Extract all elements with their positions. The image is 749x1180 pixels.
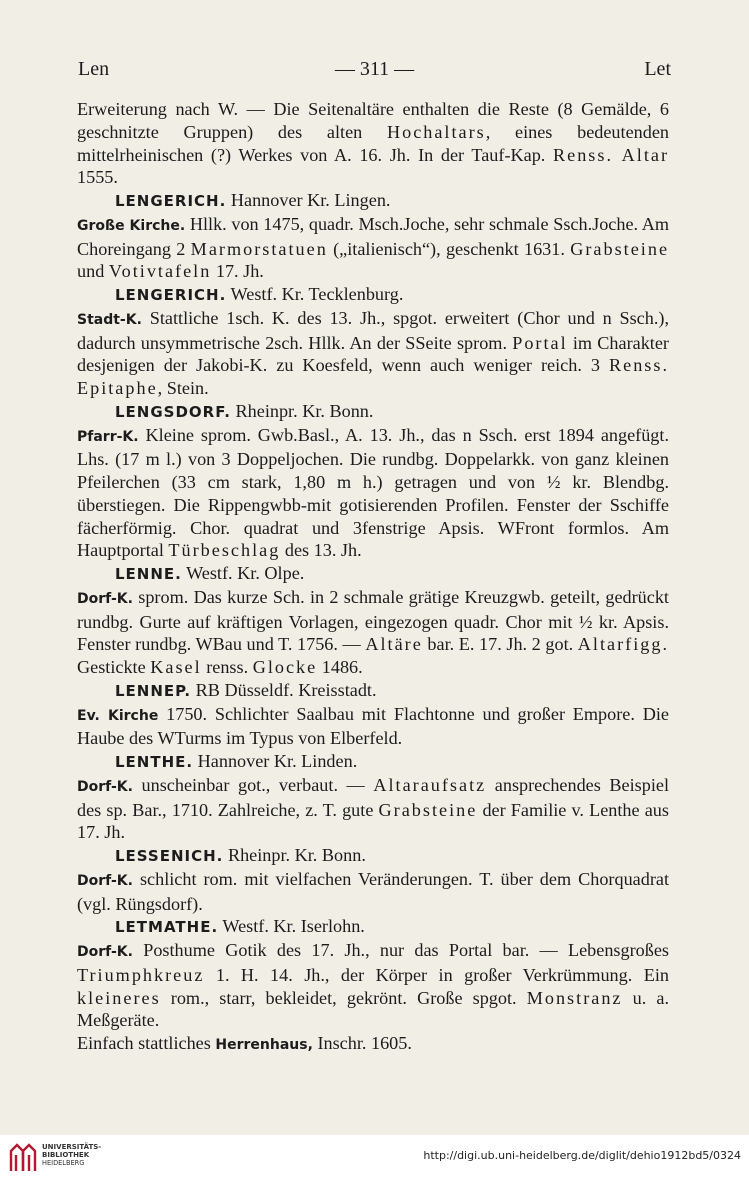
closing-line: Einfach stattliches Herrenhaus, Inschr. 1605. [77,1033,412,1053]
page-number: — 311 — [334,58,415,80]
entry-heading [77,679,669,703]
building-label: Stadt-K. [77,311,142,328]
continuation-paragraph: Erweiterung nach W. — Die Seitenaltäre enthalten die Reste (8 Gemälde, 6 geschnitzte Gruppen) des alten Hochaltars, eines bedeutenden mittelrheinischen (?) Werkes von A. 16. Jh. In der Tauf-Kap. Renss. Altar 1555. [77,99,670,188]
building-label: Pfarr-K. [77,428,139,445]
place-location: Rheinpr. Kr. Bonn. [227,845,366,865]
entry-heading [77,915,669,939]
place-name: LETMATHE. [115,918,219,937]
place-location: Rheinpr. Kr. Bonn. [235,400,374,421]
building-label: Dorf-K. [77,778,133,795]
entry-description: Dorf-K. schlicht rom. mit vielfachen Veränderungen. T. über dem Chorquadrat (vgl. Rüngsdorf). [77,868,670,914]
page-body [77,98,669,1057]
entry-description: Pfarr-K. Kleine sprom. Gwb.Basl., A. 13. Jh., das n Ssch. erst 1894 angefügt. Lhs. (17 m l.) von 3 Doppeljochen. Die rundbg. Doppelarkk. von ganz kleinen Pfeilerchen (33 cm stark, 1,80 m h.) getragen und von ½ kr. Blendbg. überstiegen. Die Rippengwbb-mit gotisierenden Profilen. Fenster der Sschiffe fächerförmig. Chor. quadrat und 3fenstrige Apsis. WFront formlos. Am Hauptportal Türbeschlag des 13. Jh. [77,424,669,561]
entry-description: Stadt-K. Stattliche 1sch. K. des 13. Jh., spgot. erweitert (Chor und n Ssch.), dadurch unsymmetrische 2sch. Hllk. An der SSeite sprom. Portal im Charakter desjenigen der Jakobi-K. zu Koesfeld, wenn auch weniger reich. 3 Renss. Epitaphe, Stein. [77,307,670,398]
entry-description: Große Kirche. Hllk. von 1475, quadr. Msch.Joche, sehr schmale Ssch.Joche. Am Choreingang 2 Marmorstatuen („italienisch“), geschenkt 1631. Grabsteine und Votivtafeln 17. Jh. [77,213,670,282]
entry-heading [77,283,669,307]
header-right-keyword: Let [644,58,671,80]
library-name: UNIVERSITÄTS- BIBLIOTHEK HEIDELBERG [42,1143,102,1167]
place-name: LENNE. [115,565,182,583]
library-footer [0,1135,749,1180]
place-name: LESSENICH. [115,847,224,865]
university-library-logo-icon [8,1141,42,1175]
entry-description: Dorf-K. unscheinbar got., verbaut. — Altaraufsatz ansprechendes Beispiel des sp. Bar., 1710. Zahlreiche, z. T. gute Grabsteine der Familie v. Lenthe aus 17. Jh. [77,774,670,843]
entry-heading [77,400,669,424]
entry-heading [77,844,669,868]
place-location: Westf. Kr. Olpe. [186,563,305,583]
entry-heading [77,189,669,213]
header-left-keyword: Len [78,58,110,80]
place-name: LENGERICH. [115,286,227,304]
building-label: Dorf-K. [77,872,133,889]
entry-heading [77,750,669,774]
entry-description: Dorf-K. sprom. Das kurze Sch. in 2 schmale grätige Kreuzgwb. geteilt, gedrückt rundbg. Gurte auf kräftigen Vorlagen, eingezogen quadr. Chor mit ½ kr. Apsis. Fenster rundbg. WBau und T. 1756. — Altäre bar. E. 17. Jh. 2 got. Altarfigg. Gestickte Kasel renss. Glocke 1486. [77,586,669,677]
place-name: LENNEP. [115,681,192,700]
place-location: Westf. Kr. Tecklenburg. [230,284,404,304]
building-label: Ev. Kirche [77,707,159,724]
building-label: Große Kirche. [77,217,186,234]
place-name: LENTHE. [115,753,194,771]
place-name: LENGSDORF. [115,402,231,421]
place-location: Hannover Kr. Linden. [197,751,358,771]
building-label: Dorf-K. [77,944,133,960]
entry-heading [77,562,669,586]
entry-description: Ev. Kirche 1750. Schlichter Saalbau mit Flachtonne und großer Empore. Die Haube des WTurms im Typus von Elberfeld. [77,703,669,749]
place-location: Hannover Kr. Lingen. [230,190,391,210]
permalink-url[interactable]: http://digi.ub.uni-heidelberg.de/diglit/dehio1912bd5/0324 [423,1149,741,1162]
running-header [78,58,671,82]
entry-description: Dorf-K. Posthume Gotik des 17. Jh., nur das Portal bar. — Lebensgroßes Triumphkreuz 1. H. 14. Jh., der Körper in großer Verkrümmung. Ein kleineres rom., starr, bekleidet, gekrönt. Große spgot. Monstranz u. a. Meßgeräte. [77,940,670,1031]
place-name: LENGERICH. [115,192,227,210]
place-location: RB Düsseldf. Kreisstadt. [195,679,377,700]
place-location: Westf. Kr. Iserlohn. [222,916,365,937]
building-label: Dorf-K. [77,590,133,607]
